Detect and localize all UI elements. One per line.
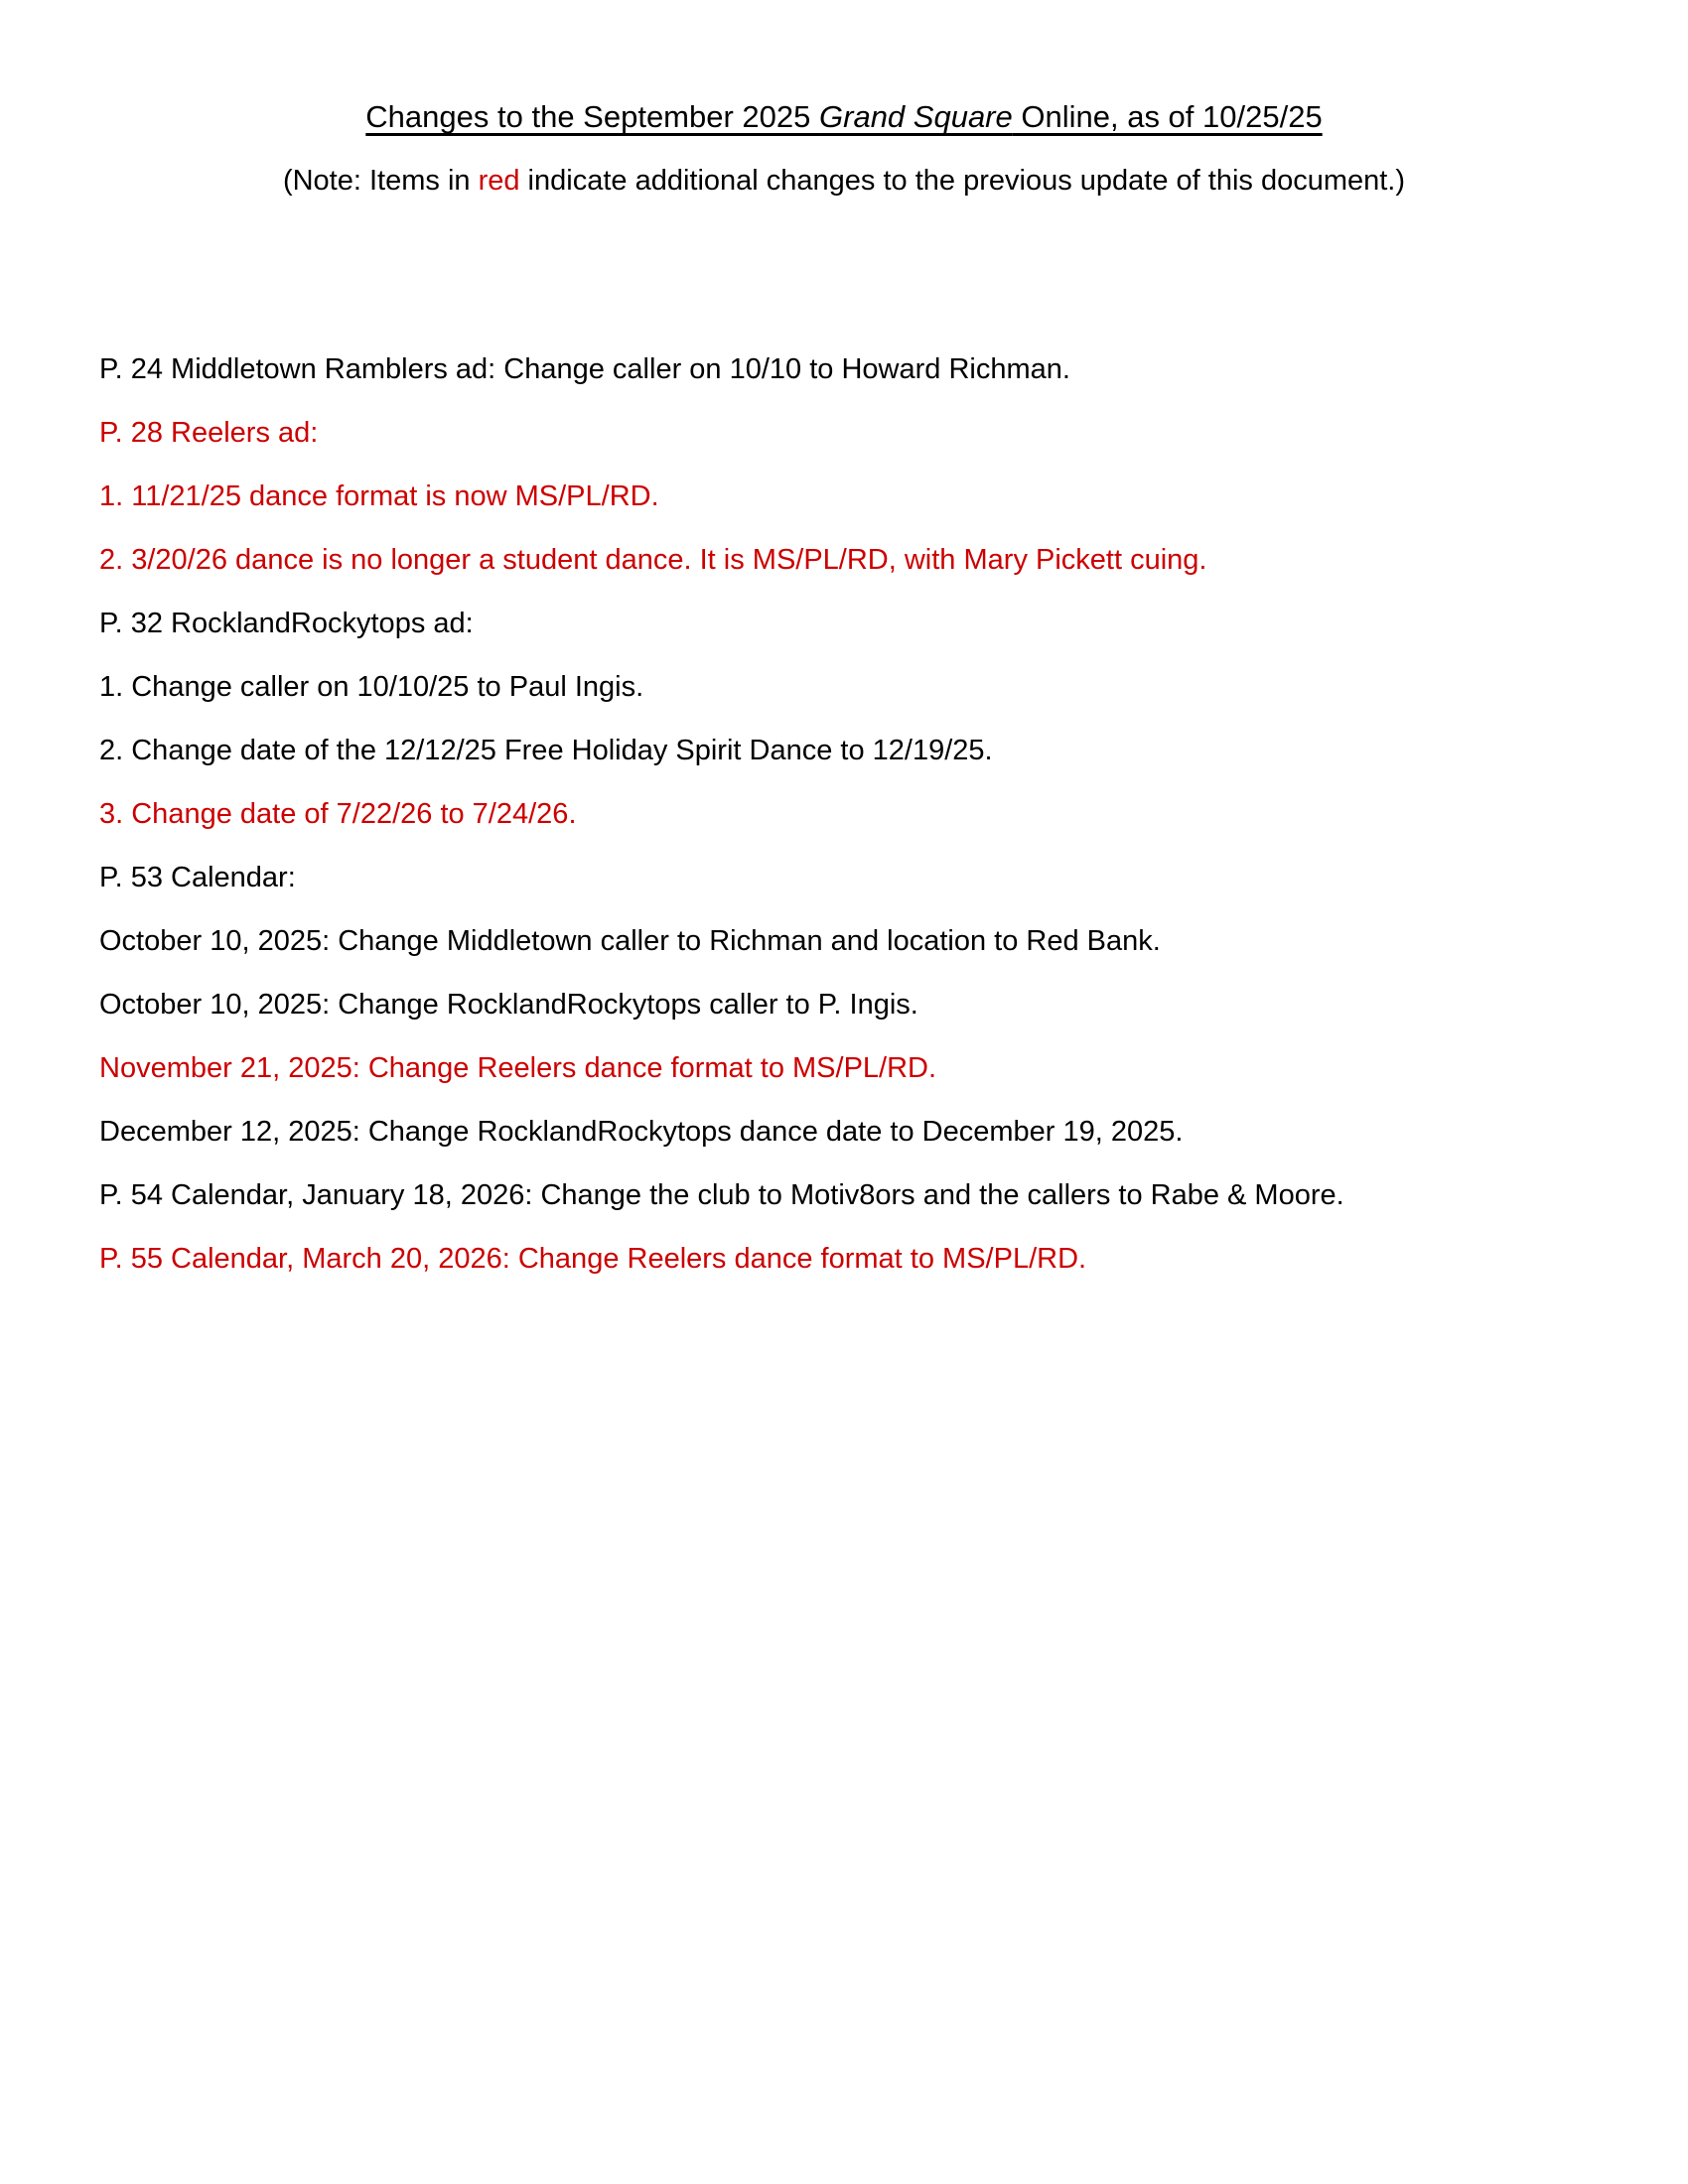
change-line-2: P. 28 Reelers ad:: [99, 417, 319, 449]
change-line-13: December 12, 2025: Change RocklandRockytops dance date to December 19, 2025.: [99, 1116, 1184, 1148]
change-line-11: October 10, 2025: Change RocklandRockytops caller to P. Ingis.: [99, 989, 918, 1021]
title-prefix: Changes to the September 2025: [365, 99, 820, 134]
change-line-6: 1. Change caller on 10/10/25 to Paul Ingis.: [99, 671, 644, 703]
title-italic-grand-square: Grand Square: [819, 99, 1013, 134]
change-line-3: 1. 11/21/25 dance format is now MS/PL/RD.: [99, 480, 659, 512]
change-line-7: 2. Change date of the 12/12/25 Free Holiday Spirit Dance to 12/19/25.: [99, 735, 993, 766]
change-line-12: November 21, 2025: Change Reelers dance format to MS/PL/RD.: [99, 1052, 937, 1084]
change-line-10: October 10, 2025: Change Middletown caller to Richman and location to Red Bank.: [99, 925, 1161, 957]
change-line-15: P. 55 Calendar, March 20, 2026: Change Reelers dance format to MS/PL/RD.: [99, 1243, 1087, 1275]
title-underlined-text: [365, 99, 1322, 134]
change-line-8: 3. Change date of 7/22/26 to 7/24/26.: [99, 798, 577, 830]
note-line: [0, 161, 1688, 201]
change-line-5: P. 32 RocklandRockytops ad:: [99, 608, 474, 639]
note-red-word: red: [478, 165, 520, 197]
change-line-4: 2. 3/20/26 dance is no longer a student dance. It is MS/PL/RD, with Mary Pickett cuing.: [99, 544, 1207, 576]
change-list: [99, 338, 1688, 1291]
title-suffix: Online, as of 10/25/25: [1012, 99, 1323, 134]
document-title: [0, 97, 1688, 137]
note-suffix: indicate additional changes to the previous update of this document.): [519, 165, 1406, 197]
change-line-14: P. 54 Calendar, January 18, 2026: Change the club to Motiv8ors and the callers to Rabe & Moore.: [99, 1179, 1344, 1211]
note-prefix: (Note: Items in: [282, 165, 479, 197]
change-line-9: P. 53 Calendar:: [99, 862, 296, 893]
change-line-1: P. 24 Middletown Ramblers ad: Change caller on 10/10 to Howard Richman.: [99, 353, 1070, 385]
